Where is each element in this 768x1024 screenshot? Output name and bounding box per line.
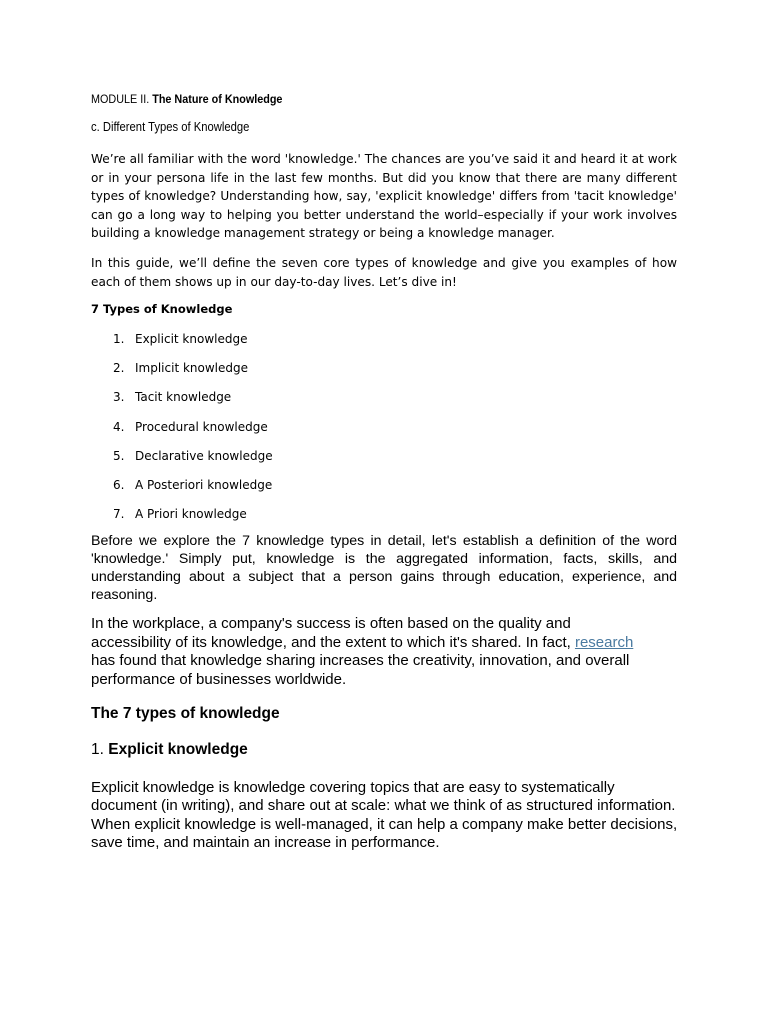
list-item-label: Procedural knowledge	[135, 419, 268, 434]
types-section-heading: The 7 types of knowledge	[91, 705, 280, 722]
research-link[interactable]: research	[574, 633, 634, 651]
section-heading: c. Different Types of Knowledge	[91, 120, 250, 134]
list-item-label: Explicit knowledge	[135, 332, 248, 346]
workplace-text-before-link: In the workplace, a company's success is often based on the quality and accessibility of its knowledge, and the extent to which it's shared. In fact,	[91, 615, 575, 651]
workplace-text-after-link: has found that knowledge sharing increases the creativity, innovation, and overall performance of businesses worldwide.	[91, 652, 630, 688]
explicit-paragraph: Explicit knowledge is knowledge covering topics that are easy to systematically document (in writing), and share out at scale: what we think of as structured information. When explicit knowledge is well-managed, it can help a company make better decisions, save time, and maintain an increase in performance.	[91, 779, 678, 851]
explicit-heading	[91, 741, 248, 759]
list-item-number: 6.	[113, 477, 125, 492]
explicit-heading-number: 1.	[91, 741, 104, 758]
list-item-number: 5.	[113, 448, 125, 463]
list-item-label: Declarative knowledge	[135, 448, 273, 463]
list-item-label: A Priori knowledge	[135, 507, 247, 522]
workplace-paragraph	[91, 615, 651, 689]
list-item-number: 3.	[113, 390, 125, 405]
list-item-label: Tacit knowledge	[135, 390, 232, 405]
explicit-heading-title: Explicit knowledge	[108, 741, 248, 758]
intro-paragraph-1: We’re all familiar with the word 'knowledge.' The chances are you’ve said it and heard it at work or in your persona life in the last few months. But did you know that there are many different types of knowledge? Understanding how, say, 'explicit knowledge' differs from 'tacit knowledge' can go a long way to helping you better understand the world–especially if your work involves building a knowledge management strategy or being a knowledge manager.	[91, 152, 677, 240]
types-list-heading: 7 Types of Knowledge	[91, 302, 233, 316]
list-item-label: Implicit knowledge	[135, 361, 249, 376]
definition-paragraph: Before we explore the 7 knowledge types in detail, let's establish a definition of the word 'knowledge.' Simply put, knowledge is the aggregated information, facts, skills, and understanding about a subject that a person gains through education, experience, and reasoning.	[91, 533, 677, 603]
list-item-number: 2.	[113, 361, 125, 376]
module-prefix: MODULE II.	[91, 92, 150, 106]
list-item-number: 7.	[113, 507, 125, 522]
module-heading	[91, 92, 282, 106]
list-item-number: 4.	[113, 419, 125, 434]
intro-paragraph-2: In this guide, we’ll define the seven core types of knowledge and give you examples of how each of them shows up in our day-to-day lives. Let’s dive in!	[91, 256, 677, 289]
list-item-label: A Posteriori knowledge	[135, 477, 273, 492]
module-title: The Nature of Knowledge	[152, 92, 283, 106]
list-item-number: 1.	[113, 332, 125, 346]
